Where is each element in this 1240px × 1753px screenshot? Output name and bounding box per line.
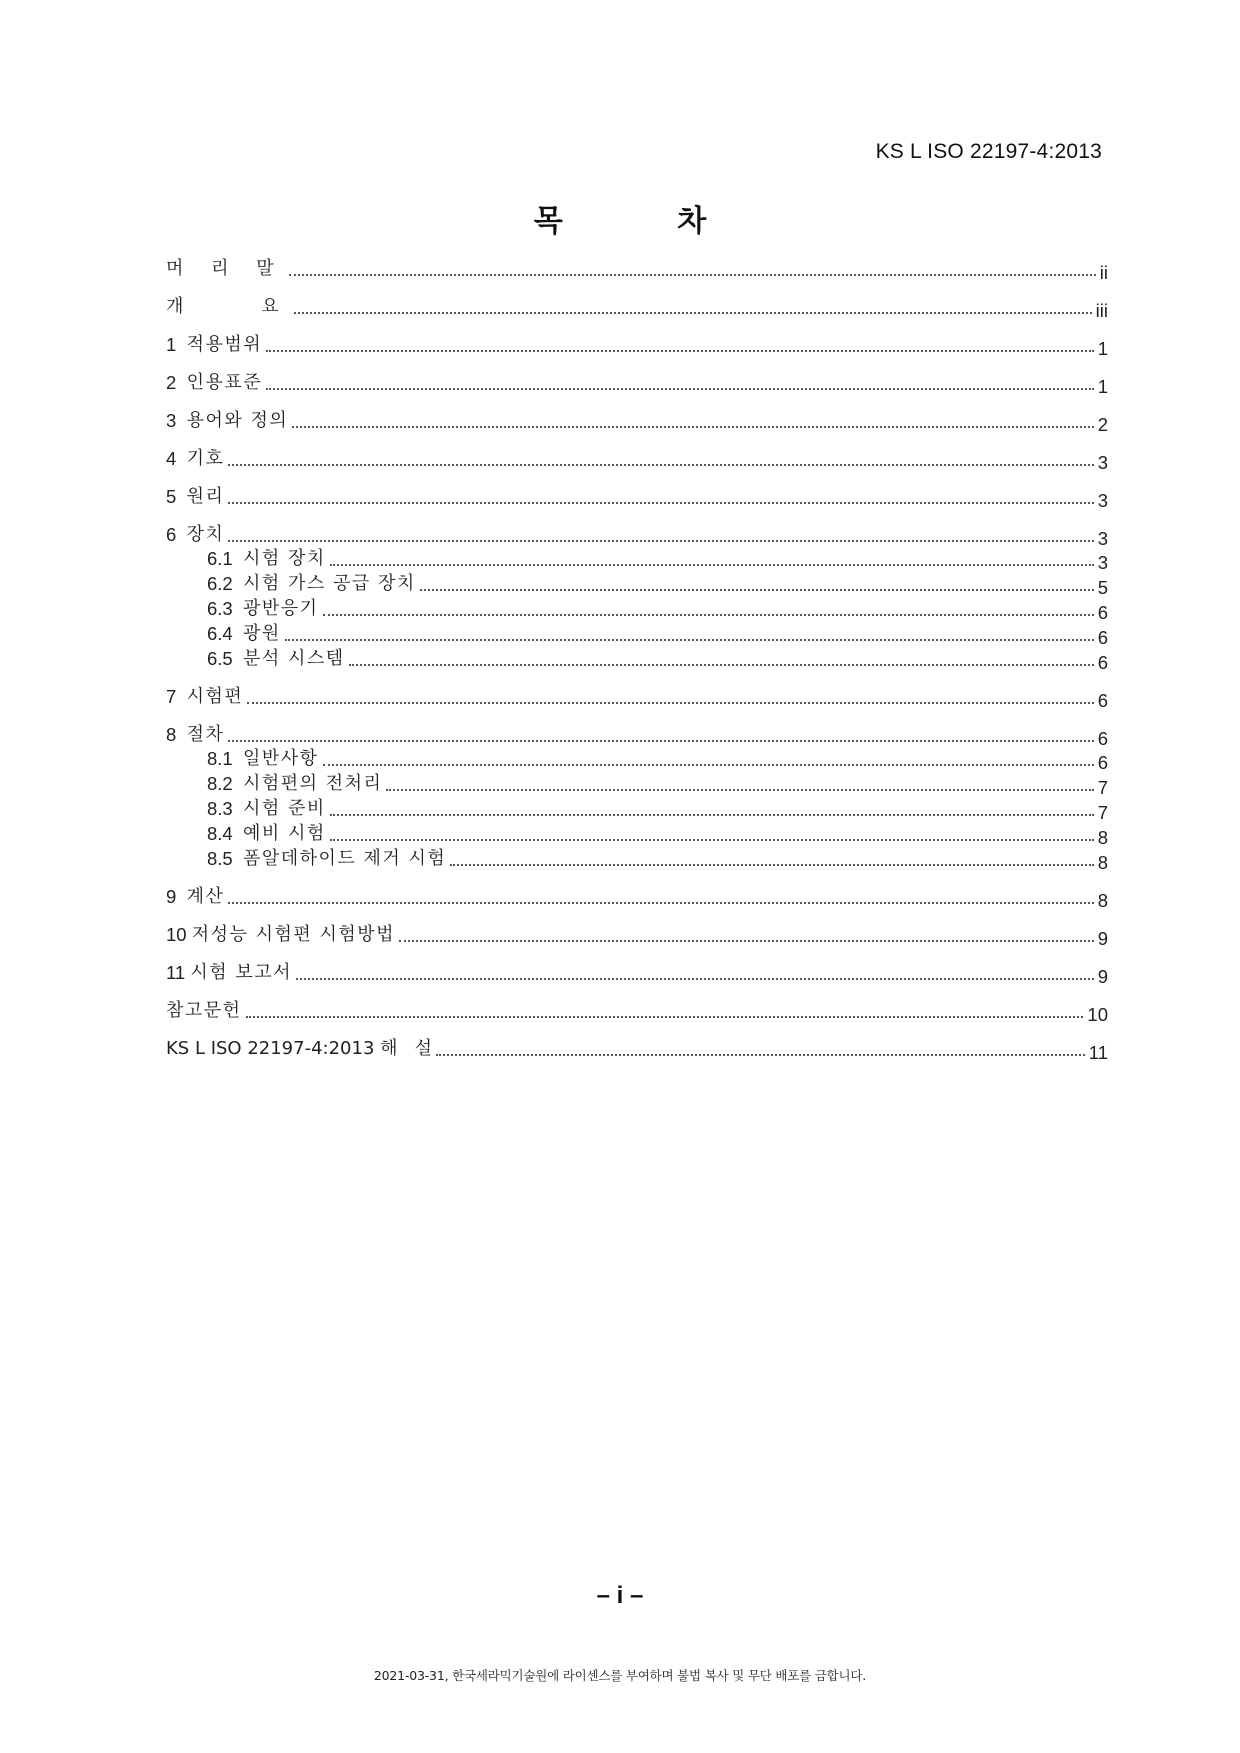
toc-entry[interactable] (207, 573, 1108, 598)
toc-dot-leader (450, 864, 1093, 866)
toc-entry-title: 기호 (186, 448, 225, 469)
toc-entry[interactable] (166, 524, 1108, 549)
toc-entry-title: 시험 준비 (243, 798, 326, 819)
toc-entry-page: 8 (1097, 852, 1108, 873)
toc-entry-number: 2 (166, 372, 187, 393)
toc-entry[interactable] (166, 334, 1108, 359)
toc-entry-page: 1 (1097, 376, 1108, 397)
toc-entry-page: 3 (1097, 490, 1108, 511)
toc-entry[interactable] (166, 410, 1108, 435)
toc-entry[interactable] (166, 724, 1108, 749)
toc-entry[interactable] (207, 623, 1108, 648)
toc-entry-page: 3 (1097, 528, 1108, 549)
toc-entry-title: 시험편 (186, 686, 244, 707)
toc-entry-page: 5 (1097, 577, 1108, 598)
toc-entry-number: 6.1 (207, 548, 243, 569)
toc-entry-title: 계산 (186, 886, 225, 907)
toc-entry-title: KS L ISO 22197-4:2013 해 설 (166, 1038, 433, 1059)
toc-dot-leader (294, 312, 1092, 314)
toc-entry-title: 용어와 정의 (186, 410, 289, 431)
toc-entry-title: 인용표준 (186, 372, 263, 393)
toc-entry-page: 7 (1097, 802, 1108, 823)
toc-dot-leader (228, 502, 1093, 504)
toc-entry-title: 분석 시스템 (243, 648, 345, 669)
toc-entry-number: 6.3 (207, 598, 243, 619)
toc-dot-leader (330, 839, 1094, 841)
toc-entry[interactable] (166, 1000, 1108, 1025)
toc-entry-title: 장치 (186, 524, 225, 545)
toc-entry-title: 참고문헌 (166, 1000, 242, 1021)
toc-entry-number: 9 (166, 886, 187, 907)
toc-dot-leader (228, 540, 1093, 542)
toc-entry-number: 6.5 (207, 648, 243, 669)
toc-entry[interactable] (166, 1038, 1108, 1063)
toc-dot-leader (323, 764, 1094, 766)
toc-entry-page: 3 (1097, 552, 1108, 573)
toc-entry-number: 6 (166, 524, 187, 545)
toc-entry-page: 6 (1097, 728, 1108, 749)
toc-entry[interactable] (207, 598, 1108, 623)
toc-entry-title: 시험편의 전처리 (243, 773, 383, 794)
toc-dot-leader (330, 564, 1094, 566)
toc-entry-page: 6 (1097, 602, 1108, 623)
toc-entry-title: 적용범위 (186, 334, 263, 355)
toc-entry-page: 8 (1097, 827, 1108, 848)
toc-entry-number: 4 (166, 448, 187, 469)
toc-dot-leader (246, 1016, 1084, 1018)
toc-dot-leader (266, 350, 1094, 352)
toc-entry-title: 광원 (243, 623, 281, 644)
toc-entry-page: 2 (1097, 414, 1108, 435)
toc-dot-leader (420, 589, 1094, 591)
toc-entry-title: 일반사항 (243, 748, 319, 769)
toc-entry-page: 1 (1097, 338, 1108, 359)
toc-entry-title: 개 요 (166, 296, 290, 317)
toc-entry[interactable] (166, 372, 1108, 397)
page-number: – i – (596, 1582, 644, 1609)
toc-entry-number: 5 (166, 486, 187, 507)
page-title: 목 차 (533, 204, 759, 239)
toc-dot-leader (228, 740, 1093, 742)
toc-entry-page: 9 (1097, 928, 1108, 949)
toc-entry-number: 3 (166, 410, 187, 431)
toc-dot-leader (323, 614, 1094, 616)
toc-entry-title: 시험 가스 공급 장치 (243, 573, 416, 594)
toc-entry[interactable] (207, 748, 1108, 773)
toc-dot-leader (289, 274, 1096, 276)
toc-entry-number: 8.4 (207, 823, 243, 844)
toc-dot-leader (285, 639, 1094, 641)
toc-dot-leader (386, 789, 1093, 791)
toc-dot-leader (330, 814, 1094, 816)
toc-entry[interactable] (207, 773, 1108, 798)
toc-entry-page: iii (1095, 300, 1108, 321)
toc-entry-title: 시험 장치 (243, 548, 326, 569)
toc-entry[interactable] (166, 486, 1108, 511)
toc-entry-number: 6.2 (207, 573, 243, 594)
toc-entry-title: 시험 보고서 (190, 962, 293, 983)
toc-entry-page: 6 (1097, 627, 1108, 648)
toc-entry-page: 10 (1087, 1004, 1108, 1025)
toc-entry[interactable] (166, 962, 1108, 987)
toc-entry-number: 1 (166, 334, 187, 355)
toc-entry[interactable] (166, 924, 1108, 949)
license-note: 2021-03-31, 한국세라믹기술원에 라이센스를 부여하며 불법 복사 및 무단 배포를 금합니다. (373, 1668, 867, 1683)
toc-dot-leader (228, 902, 1093, 904)
toc-entry[interactable] (166, 886, 1108, 911)
toc-entry[interactable] (207, 798, 1108, 823)
toc-dot-leader (349, 664, 1094, 666)
toc-entry-number: 6.4 (207, 623, 243, 644)
toc-entry-number: 8 (166, 724, 187, 745)
toc-entry[interactable] (207, 823, 1108, 848)
toc-entry-page: 11 (1088, 1042, 1108, 1063)
toc-entry-page: 6 (1097, 752, 1108, 773)
toc-entry-title: 원리 (186, 486, 225, 507)
toc-entry[interactable] (166, 296, 1108, 321)
toc-entry[interactable] (166, 448, 1108, 473)
toc-entry-number: 11 (166, 962, 191, 983)
toc-entry-number: 8.1 (207, 748, 243, 769)
toc-dot-leader (292, 426, 1093, 428)
toc-entry-page: 6 (1097, 690, 1108, 711)
toc-entry-page: 6 (1097, 652, 1108, 673)
toc-dot-leader (247, 702, 1093, 704)
toc-entry-number: 10 (166, 924, 192, 945)
toc-dot-leader (266, 388, 1094, 390)
toc-dot-leader (296, 978, 1094, 980)
toc-entry[interactable] (207, 648, 1108, 673)
standard-code: KS L ISO 22197-4:2013 (875, 140, 1102, 163)
toc-entry-title: 머 리 말 (166, 258, 285, 279)
toc-entry-number: 8.2 (207, 773, 243, 794)
toc-entry[interactable] (207, 548, 1108, 573)
toc-entry[interactable] (166, 686, 1108, 711)
toc-entry[interactable] (166, 258, 1108, 283)
toc-entry-title: 광반응기 (243, 598, 319, 619)
toc-entry-title: 폼알데하이드 제거 시험 (243, 848, 447, 869)
toc-entry-number: 8.3 (207, 798, 243, 819)
toc-entry-number: 8.5 (207, 848, 243, 869)
toc-entry-title: 예비 시험 (243, 823, 326, 844)
toc-entry-number: 7 (166, 686, 187, 707)
toc-entry-page: ii (1099, 262, 1108, 283)
toc-entry-title: 저성능 시험편 시험방법 (191, 924, 396, 945)
toc-entry-page: 3 (1097, 452, 1108, 473)
toc-entry-page: 7 (1097, 777, 1108, 798)
toc-entry[interactable] (207, 848, 1108, 873)
toc-dot-leader (399, 940, 1094, 942)
toc-dot-leader (228, 464, 1093, 466)
toc-dot-leader (436, 1054, 1085, 1056)
toc-entry-title: 절차 (186, 724, 225, 745)
toc-entry-page: 8 (1097, 890, 1108, 911)
toc-entry-page: 9 (1097, 966, 1108, 987)
